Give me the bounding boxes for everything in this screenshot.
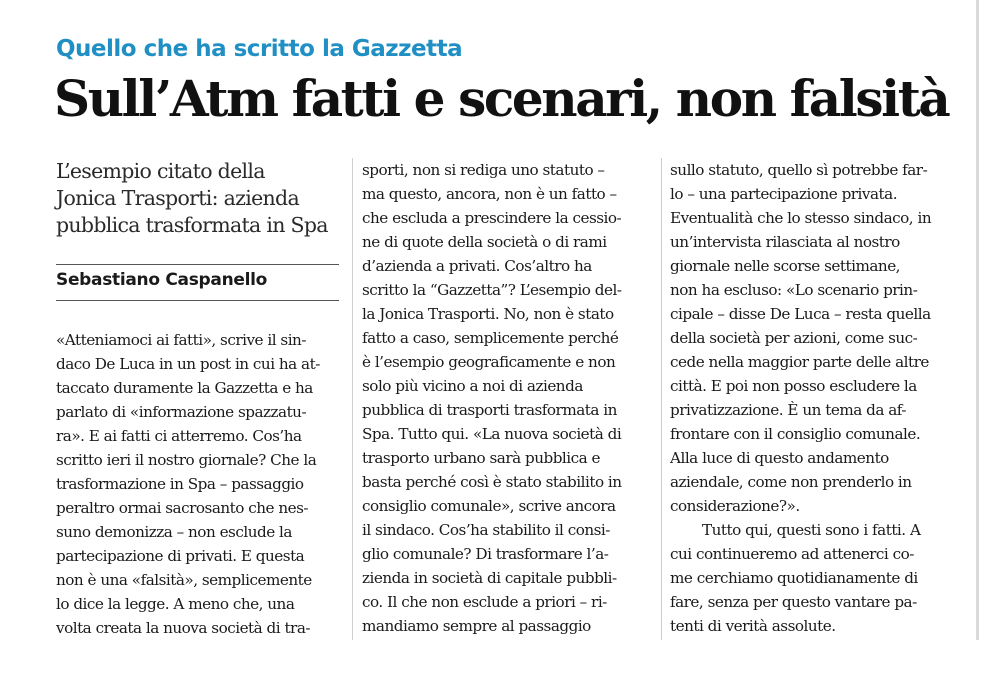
page-edge-rule (976, 0, 979, 640)
body-line: aziendale, come non prenderlo in (670, 473, 912, 491)
body-line: frontare con il consiglio comunale. (670, 425, 921, 443)
body-line: basta perché così è stato stabilito in (362, 473, 622, 491)
byline-top-rule (56, 264, 339, 265)
body-line: tenti di verità assolute. (670, 617, 836, 635)
body-line: zienda in società di capitale pubbli- (362, 569, 617, 587)
subhead-line: Jonica Trasporti: azienda (56, 186, 299, 210)
article-kicker: Quello che ha scritto la Gazzetta (56, 36, 463, 62)
body-line: cipale – disse De Luca – resta quella (670, 305, 931, 323)
column-separator (352, 158, 353, 640)
body-line: trasporto urbano sarà pubblica e (362, 449, 601, 467)
article-byline: Sebastiano Caspanello (56, 270, 268, 290)
body-line: ne di quote della società o di rami (362, 233, 607, 251)
body-line: «Atteniamoci ai fatti», scrive il sin- (56, 331, 306, 349)
body-line: della società per azioni, come suc- (670, 329, 918, 347)
body-line: Alla luce di questo andamento (670, 449, 889, 467)
body-line: lo dice la legge. A meno che, una (56, 595, 295, 613)
body-line: che escluda a prescindere la cessio- (362, 209, 622, 227)
body-line: consiglio comunale», scrive ancora (362, 497, 616, 515)
body-line: trasformazione in Spa – passaggio (56, 475, 304, 493)
body-line: parlato di «informazione spazzatu- (56, 403, 307, 421)
body-line: scritto ieri il nostro giornale? Che la (56, 451, 317, 469)
body-line: suno demonizza – non esclude la (56, 523, 292, 541)
body-line: fatto a caso, semplicemente perché (362, 329, 619, 347)
body-line: è l’esempio geograficamente e non (362, 353, 616, 371)
body-line: scritto la “Gazzetta”? L’esempio del- (362, 281, 622, 299)
body-line: pubblica di trasporti trasformata in (362, 401, 617, 419)
body-line: non ha escluso: «Lo scenario prin- (670, 281, 918, 299)
body-line: taccato duramente la Gazzetta e ha (56, 379, 313, 397)
column-separator (661, 158, 662, 640)
body-line: fare, senza per questo vantare pa- (670, 593, 917, 611)
body-line: lo – una partecipazione privata. (670, 185, 898, 203)
body-line: mandiamo sempre al passaggio (362, 617, 591, 635)
body-line: non è una «falsità», semplicemente (56, 571, 312, 589)
body-line: glio comunale? Di trasformare l’a- (362, 545, 609, 563)
subhead-line: pubblica trasformata in Spa (56, 213, 328, 237)
body-line: giornale nelle scorse settimane, (670, 257, 901, 275)
body-line: sporti, non si rediga uno statuto – (362, 161, 605, 179)
body-column-2 (362, 158, 652, 638)
body-line: la Jonica Trasporti. No, non è stato (362, 305, 614, 323)
body-line: il sindaco. Cos’ha stabilito il consi- (362, 521, 610, 539)
byline-bottom-rule (56, 300, 339, 301)
body-line: daco De Luca in un post in cui ha at- (56, 355, 320, 373)
body-line: solo più vicino a noi di azienda (362, 377, 583, 395)
body-line: ra». E ai fatti ci atterremo. Cos’ha (56, 427, 302, 445)
body-line: privatizzazione. È un tema da af- (670, 401, 906, 419)
body-line: peraltro ormai sacrosanto che nes- (56, 499, 309, 517)
body-line: co. Il che non esclude a priori – ri- (362, 593, 607, 611)
body-line: un’intervista rilasciata al nostro (670, 233, 900, 251)
body-line: me cerchiamo quotidianamente di (670, 569, 918, 587)
body-line: considerazione?». (670, 497, 800, 515)
body-line: partecipazione di privati. E questa (56, 547, 305, 565)
body-column-1 (56, 328, 342, 640)
body-line: Spa. Tutto qui. «La nuova società di (362, 425, 622, 443)
subhead-line: L’esempio citato della (56, 159, 265, 183)
body-line: sullo statuto, quello sì potrebbe far- (670, 161, 928, 179)
body-line: Tutto qui, questi sono i fatti. A (702, 521, 921, 539)
body-line: d’azienda a privati. Cos’altro ha (362, 257, 592, 275)
body-line: Eventualità che lo stesso sindaco, in (670, 209, 932, 227)
body-column-3 (670, 158, 960, 638)
article-headline: Sull’Atm fatti e scenari, non falsità (54, 69, 949, 128)
body-line: volta creata la nuova società di tra- (56, 619, 310, 637)
body-line: città. E poi non posso escludere la (670, 377, 917, 395)
body-line: cui continueremo ad attenerci co- (670, 545, 914, 563)
body-line: ma questo, ancora, non è un fatto – (362, 185, 617, 203)
article-subhead (56, 158, 356, 239)
body-line: cede nella maggior parte delle altre (670, 353, 929, 371)
